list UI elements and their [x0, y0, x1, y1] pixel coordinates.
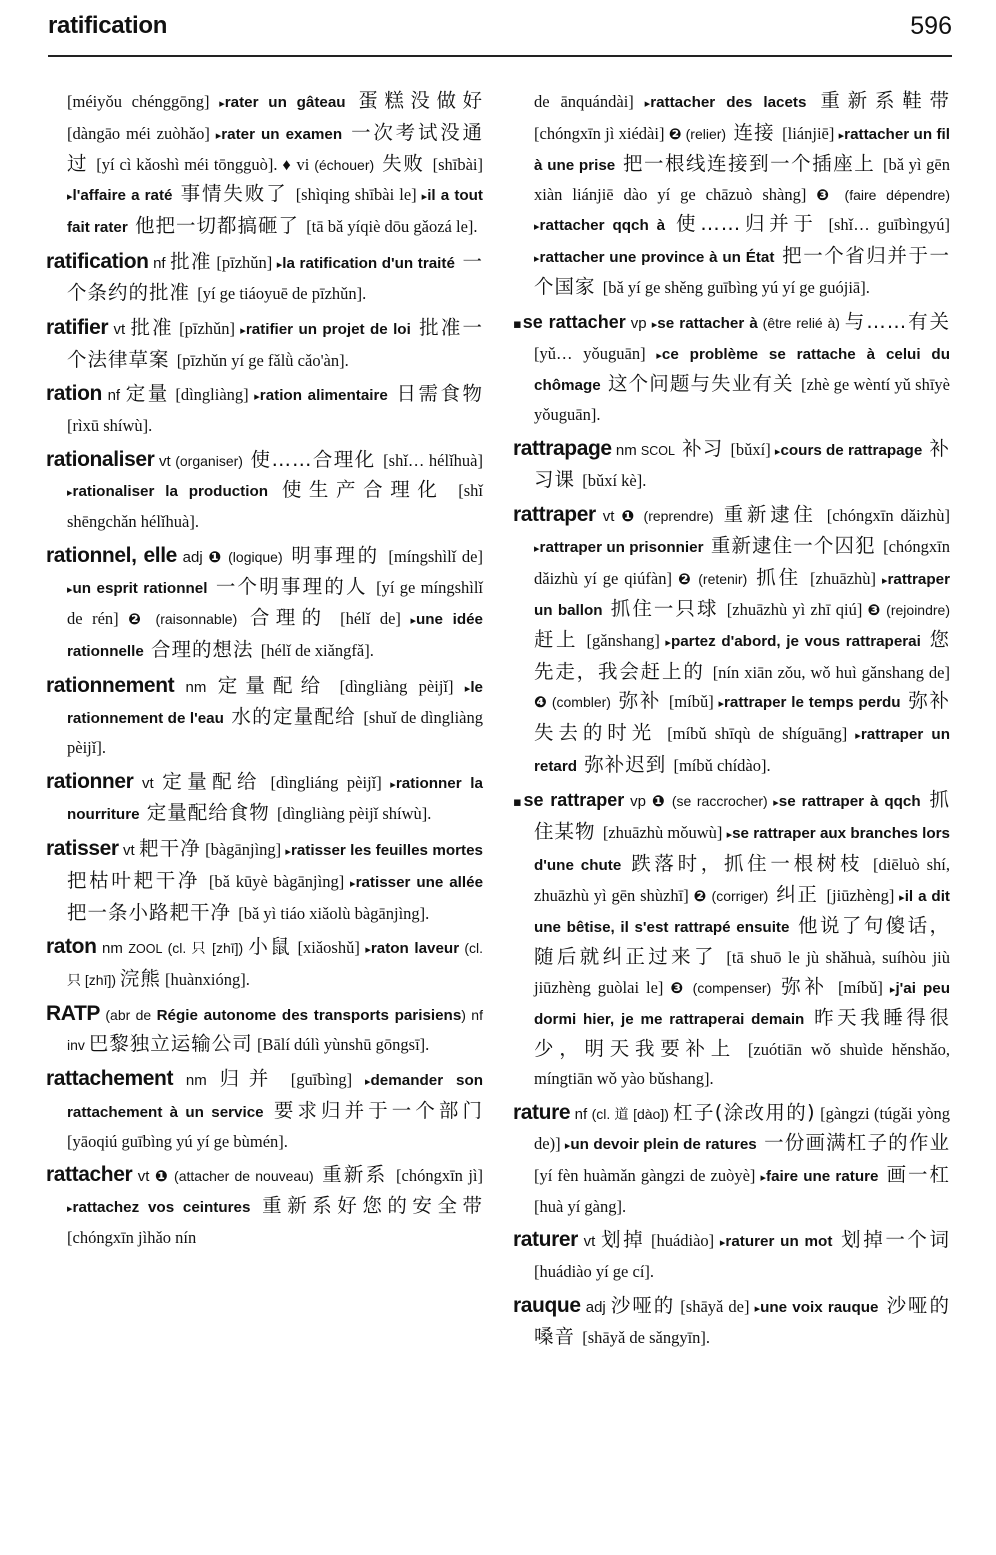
entry-rattacher: rattacher vt ❶ (attacher de nouveau) 重新系 [chóngxīn jì] ▸rattachez vos ceintures 重新系好您的安全带 [chóngxīn jìhǎo nín	[46, 1163, 483, 1247]
headword: rattrapage	[513, 436, 612, 460]
entry-rauque: rauque adj 沙哑的 [shāyǎ de] ▸une voix rauque 沙哑的嗓音 [shāyǎ de sǎngyīn].	[513, 1293, 950, 1349]
entry-rater-continued: [méiyǒu chénggōng] ▸rater un gâteau 蛋糕没做好 [dàngāo méi zuòhǎo] ▸rater un examen 一次考试没通过 [yí cì kǎoshì méi tōngguò]. ♦ vi (échouer) 失败 [shībài] ▸l'affaire a raté 事情失败了 [shìqing shībài le] ▸il a tout fait rater 他把一切都搞砸了 [tā bǎ yíqiè dōu gǎozá le].	[67, 89, 484, 237]
headword: se rattraper	[523, 790, 625, 811]
page-number: 596	[910, 11, 952, 40]
entry-ratp: RATP (abr de Régie autonome des transports parisiens) nf inv 巴黎独立运输公司 [Bālí dúlì yùnshū gōngsī].	[46, 1001, 483, 1056]
entry-rationnel: rationnel, elle adj ❶ (logique) 明事理的 [míngshìlǐ de] ▸un esprit rationnel 一个明事理的人 [yí ge míngshìlǐ de rén] ❷ (raisonnable) 合理的 [hélǐ de] ▸une idée rationnelle 合理的想法 [hélǐ de xiǎngfǎ].	[46, 543, 484, 661]
entry-rattachement: rattachement nm 归并 [guībìng] ▸demander son rattachement à un service 要求归并于一个部门 [yāoqiú guībìng yú yí ge bùmén].	[46, 1067, 483, 1151]
entry-ratifier: ratifier vt 批准 [pīzhǔn] ▸ratifier un projet de loi 批准一个法律草案 [pīzhǔn yí ge fǎlǜ cǎo'àn].	[46, 315, 483, 371]
headword: ratifier	[46, 315, 109, 339]
running-headword: ratification	[48, 12, 168, 39]
entry-ratification: ratification nf 批准 [pīzhǔn] ▸la ratification d'un traité 一个条约的批准 [yí ge tiáoyuē de pīzhǔn].	[46, 249, 483, 305]
header-rule	[48, 55, 952, 57]
headword: se rattacher	[522, 311, 626, 332]
right-column	[513, 87, 950, 1358]
headword: rattacher	[46, 1163, 133, 1187]
entry-raturer: raturer vt 划掉 [huádiào] ▸raturer un mot 划掉一个词 [huádiào yí ge cí].	[513, 1228, 950, 1282]
entry-se-rattacher: ▪se rattacher vp ▸se rattacher à (être relié à) 与……有关 [yǔ… yǒuguān] ▸ce problème se rattache à celui du chômage 这个问题与失业有关 [zhè ge wèntí yǔ shīyè yǒuguān].	[513, 309, 951, 425]
headword: rationaliser	[46, 447, 155, 471]
running-head	[48, 6, 952, 46]
headword: rationner	[46, 769, 134, 793]
headword: rationnel, elle	[46, 543, 177, 567]
entry-ratisser: ratisser vt 耙干净 [bàgānjìng] ▸ratisser les feuilles mortes 把枯叶耙干净 [bǎ kūyè bàgānjìng] ▸ratisser une allée 把一条小路耙干净 [bǎ yì tiáo xiǎolù bàgānjìng].	[46, 837, 484, 924]
headword: rattachement	[46, 1067, 174, 1091]
headword: raton	[46, 935, 97, 959]
entry-rationnement: rationnement nm 定量配给 [dìngliàng pèijǐ] ▸le rationnement de l'eau 水的定量配给 [shuǐ de dìngliàng pèijǐ].	[46, 673, 483, 758]
entry-rationner: rationner vt 定量配给 [dìngliáng pèijǐ] ▸rationner la nourriture 定量配给食物 [dìngliàng pèijǐ shíwù].	[46, 769, 483, 825]
left-column	[46, 87, 483, 1257]
headword: RATP	[46, 1001, 101, 1025]
entry-ration: ration nf 定量 [dìngliàng] ▸ration alimentaire 日需食物 [rìxū shíwù].	[46, 382, 483, 436]
headword: raturer	[513, 1228, 578, 1252]
entry-rattraper: rattraper vt ❶ (reprendre) 重新逮住 [chóngxīn dǎizhù] ▸rattraper un prisonnier 重新逮住一个囚犯 [chóngxīn dǎizhù yí ge qiúfàn] ❷ (retenir) 抓住 [zhuāzhù] ▸rattraper un ballon 抓住一只球 [zhuāzhù yì zhī qiú] ❸ (rejoindre) 赶上 [gǎnshang] ▸partez d'abord, je vous rattraperai 您先走，我会赶上的 [nín xiān zǒu, wǒ huì gǎnshang de] ❹ (combler) 弥补 [míbǔ] ▸rattraper le temps perdu 弥补失去的时光 [míbǔ shīqù de shíguāng] ▸rattraper un retard 弥补迟到 [míbǔ chídào].	[513, 503, 951, 776]
headword: ratisser	[46, 837, 119, 861]
entry-rature: rature nf (cl. 道 [dào]) 杠子(涂改用的) [gàngzi (túgǎi yòng de)] ▸un devoir plein de ratures 一份画满杠子的作业 [yí fèn huàmǎn gàngzi de zuòyè] ▸faire une rature 画一杠 [huà yí gàng].	[513, 1100, 950, 1216]
headword: ratification	[46, 249, 149, 273]
entry-rattrapage: rattrapage nm SCOL 补习 [bǔxí] ▸cours de rattrapage 补习课 [bǔxí kè].	[513, 436, 950, 492]
headword: rationnement	[46, 673, 175, 697]
entry-se-rattraper: ▪se rattraper vp ❶ (se raccrocher) ▸se rattraper à qqch 抓住某物 [zhuāzhù mǒuwù] ▸se rattraper aux branches lors d'une chute 跌落时，抓住一根树枝 [diēluò shí, zhuāzhù yì gēn shùzhī] ❷ (corriger) 纠正 [jiūzhèng] ▸il a dit une bêtise, il s'est rattrapé ensuite 他说了句傻话，随后就纠正过来了 [tā shuō le jù shǎhuà, suíhòu jiù jiūzhèng guòlai le] ❸ (compenser) 弥补 [míbǔ] ▸j'ai peu dormi hier, je me rattraperai demain 昨天我睡得很少，明天我要补上 [zuótiān wǒ shuìde hěnshǎo, míngtiān wǒ yào bǔshang].	[513, 788, 951, 1088]
headword: rature	[513, 1100, 571, 1124]
headword: rattraper	[513, 503, 596, 527]
entry-rattacher-continued: de ānquándài] ▸rattacher des lacets 重新系鞋带 [chóngxīn jì xiédài] ❷ (relier) 连接 [liánjiē] ▸rattacher un fil à une prise 把一根线连接到一个插座上 [bǎ yì gēn xiàn liánjiē dào yí ge chāzuò shàng] ❸ (faire dépendre) ▸rattacher qqch à 使……归并于 [shǐ… guībìngyú] ▸rattacher une province à un État 把一个省归并于一个国家 [bǎ yí ge shěng guībìng yú yí ge guójiā].	[534, 89, 951, 299]
entry-raton: raton nm ZOOL (cl. 只 [zhī]) 小鼠 [xiǎoshǔ] ▸raton laveur (cl. 只 [zhī]) 浣熊 [huànxióng].	[46, 935, 483, 990]
headword: rauque	[513, 1293, 581, 1317]
entry-rationaliser: rationaliser vt (organiser) 使……合理化 [shǐ… hélǐhuà] ▸rationaliser la production 使生产合理化 [shǐ shēngchǎn hélǐhuà].	[46, 447, 484, 532]
headword: ration	[46, 382, 102, 406]
